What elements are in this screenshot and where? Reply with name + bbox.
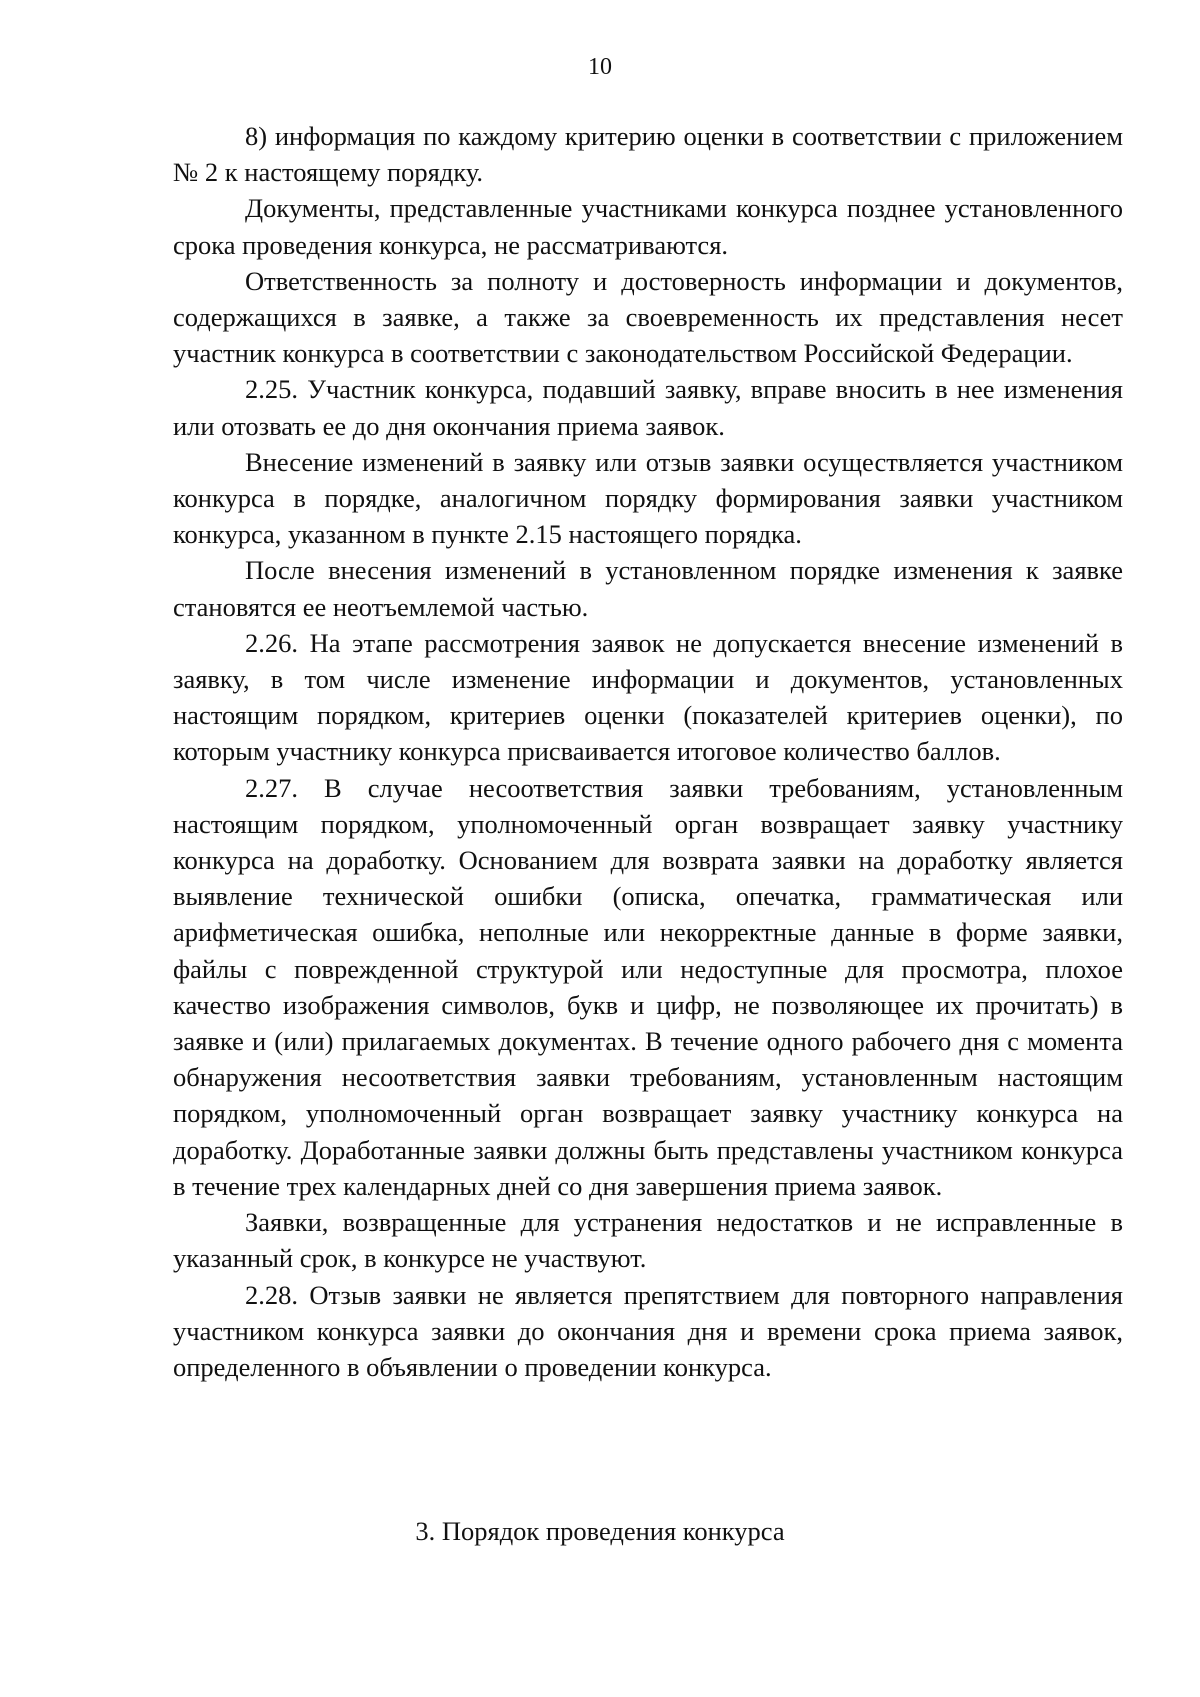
paragraph-2-28: 2.28. Отзыв заявки не является препятствием для повторного направления участником конкурса заявки до окончания дня и времени срока приема заявок, определенного в объявлении о проведении конкурса. xyxy=(173,1279,1123,1382)
paragraph-changes-integral: После внесения изменений в установленном порядке изменения к заявке становятся ее неотъемлемой частью. xyxy=(173,555,1123,622)
paragraph-responsibility: Ответственность за полноту и достоверность информации и документов, содержащихся в заявке, а также за своевременность их представления несет участник конкурса в соответствии с законодательством Российской Федерации. xyxy=(173,265,1123,369)
section-heading: 3. Порядок проведения конкурса xyxy=(415,1516,785,1546)
document-body xyxy=(173,118,1123,1385)
paragraph-changes-procedure: Внесение изменений в заявку или отзыв заявки осуществляется участником конкурса в порядке, аналогичном порядку формирования заявки участником конкурса, указанном в пункте 2.15 настоящего порядка. xyxy=(173,446,1123,550)
paragraph-item-8: 8) информация по каждому критерию оценки в соответствии с приложением № 2 к настоящему порядку. xyxy=(173,121,1123,188)
paragraph-2-27: 2.27. В случае несоответствия заявки требованиям, установленным настоящим порядком, уполномоченный орган возвращает заявку участнику конкурса на доработку. Основанием для возврата заявки на доработку является выявление технической ошибки (описка, опечатка, грамматическая или арифметическая ошибка, неполные или некорректные данные в форме заявки, файлы с поврежденной структурой или недоступные для просмотра, плохое качество изображения символов, букв и цифр, не позволяющее их прочитать) в заявке и (или) прилагаемых документах. В течение одного рабочего дня с момента обнаружения несоответствия заявки требованиям, установленным настоящим порядком, уполномоченный орган возвращает заявку участнику конкурса на доработку. Доработанные заявки должны быть представлены участником конкурса в течение трех календарных дней со дня завершения приема заявок. xyxy=(173,772,1123,1201)
page-number: 10 xyxy=(588,54,612,80)
paragraph-late-documents: Документы, представленные участниками конкурса позднее установленного срока проведения конкурса, не рассматриваются. xyxy=(173,193,1123,260)
paragraph-returned-applications: Заявки, возвращенные для устранения недостатков и не исправленные в указанный срок, в конкурсе не участвуют. xyxy=(173,1207,1123,1274)
paragraph-2-25: 2.25. Участник конкурса, подавший заявку, вправе вносить в нее изменения или отозвать ее до дня окончания приема заявок. xyxy=(173,374,1123,441)
paragraph-2-26: 2.26. На этапе рассмотрения заявок не допускается внесение изменений в заявку, в том числе изменение информации и документов, установленных настоящим порядком, критериев оценки (показателей критериев оценки), по которым участнику конкурса присваивается итоговое количество баллов. xyxy=(173,627,1123,767)
